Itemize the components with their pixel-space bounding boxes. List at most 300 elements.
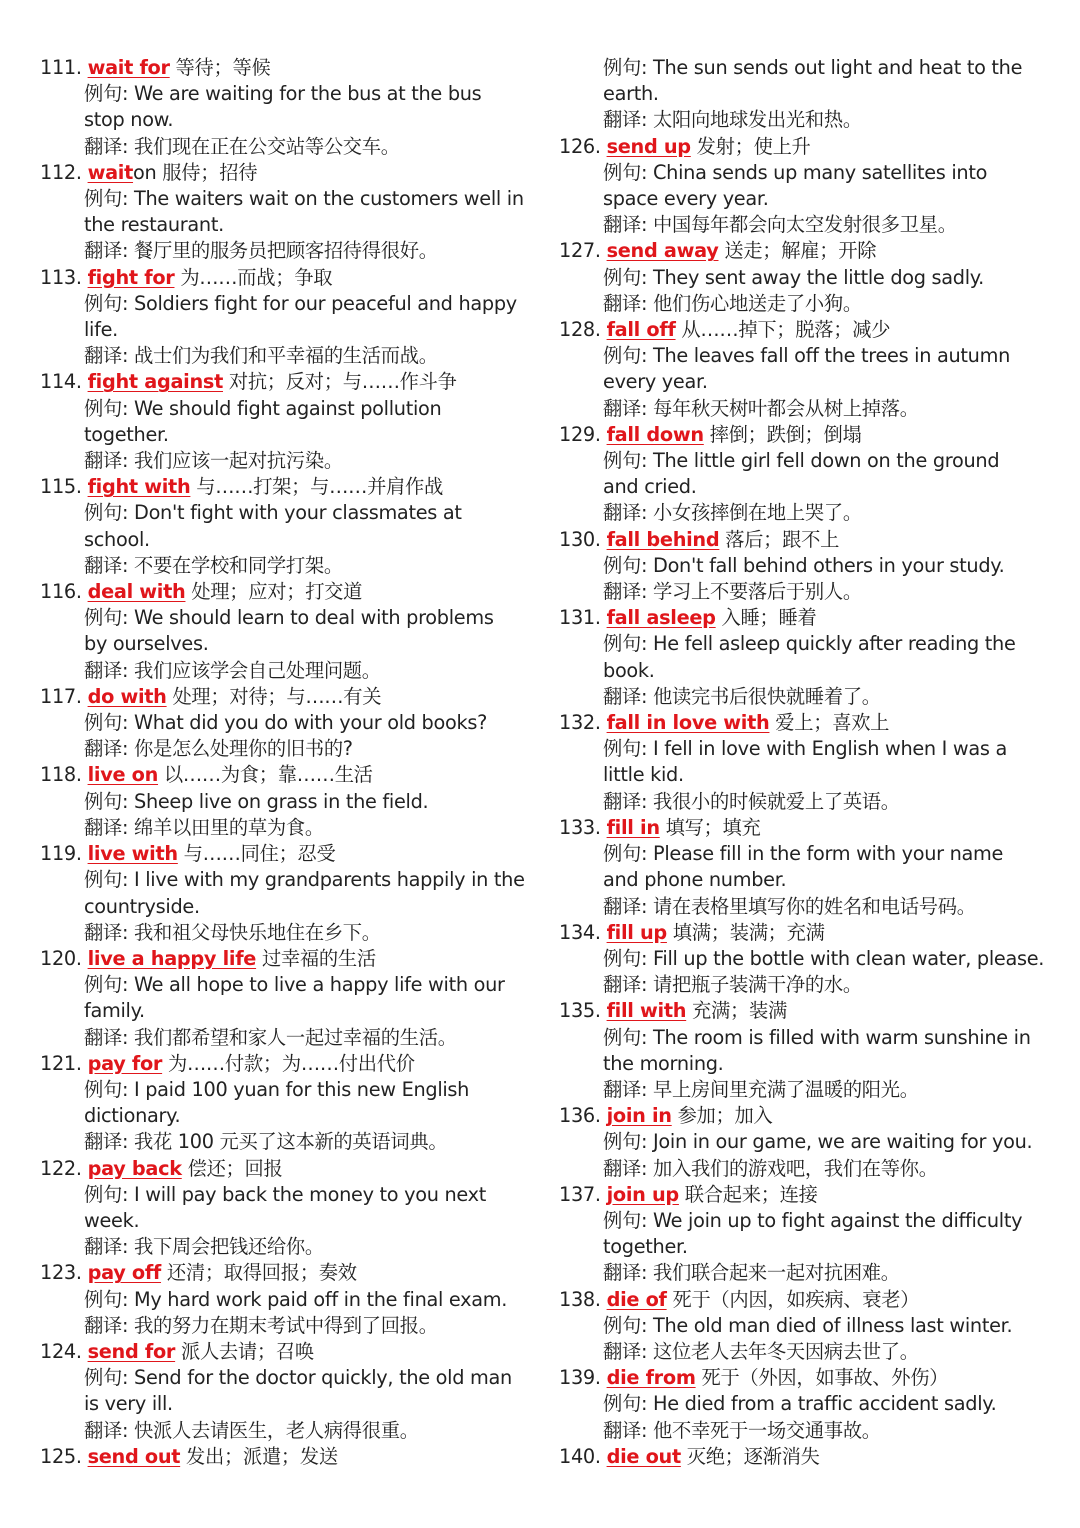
translation-label: 翻译: [603, 580, 648, 604]
phrase-meaning: 摔倒；跌倒；倒塌 [709, 422, 862, 446]
entry-number: 140. [559, 1444, 601, 1468]
translation-line [559, 972, 1064, 998]
phrase-text: fill with [606, 999, 687, 1023]
phrase-entry [559, 920, 1064, 999]
phrase-text: fight for [87, 265, 175, 289]
translation-line [40, 1313, 540, 1339]
phrase-text: deal with [87, 580, 186, 604]
phrase-text: die from [606, 1366, 696, 1390]
example-line [40, 291, 540, 317]
example-text: the morning. [603, 1051, 724, 1075]
entry-header [40, 1051, 540, 1077]
translation-line [40, 134, 540, 160]
example-label: 例句: [603, 1392, 648, 1416]
example-line [40, 500, 540, 526]
example-line [559, 658, 1064, 684]
phrase-meaning: 发射；使上升 [696, 134, 811, 158]
phrase-entry [40, 579, 540, 684]
translation-line [559, 579, 1064, 605]
example-label: 例句: [603, 1208, 648, 1232]
phrase-text: send away [606, 239, 719, 263]
phrase-entry [40, 369, 540, 474]
entry-header [559, 815, 1064, 841]
translation-text: 我们应该一起对抗污染。 [134, 449, 343, 473]
entry-number: 114. [40, 370, 82, 394]
phrase-meaning: 对抗；反对；与……作斗争 [228, 370, 457, 394]
phrase-text: die of [606, 1287, 667, 1311]
entry-number: 116. [40, 580, 82, 604]
example-line [40, 1077, 540, 1103]
phrase-meaning: 为……付款；为……付出代价 [167, 1051, 415, 1075]
example-label: 例句: [84, 291, 129, 315]
entry-header [559, 134, 1064, 160]
example-text: and cried. [603, 475, 697, 499]
example-line [40, 1103, 540, 1129]
phrase-meaning: 偿还；回报 [187, 1156, 283, 1180]
translation-text: 餐厅里的服务员把顾客招待得很好。 [134, 239, 438, 263]
entry-number: 124. [40, 1339, 82, 1363]
example-text: The leaves fall off the trees in autumn [653, 344, 1010, 368]
translation-label: 翻译: [84, 1025, 129, 1049]
example-text: by ourselves. [84, 632, 209, 656]
translation-label: 翻译: [603, 213, 648, 237]
example-label: 例句: [603, 449, 648, 473]
example-line [559, 736, 1064, 762]
translation-line [40, 1234, 540, 1260]
phrase-text: die out [606, 1444, 681, 1468]
translation-line [559, 1077, 1064, 1103]
example-line [559, 946, 1064, 972]
entry-header [40, 762, 540, 788]
example-label: 例句: [84, 501, 129, 525]
translation-label: 翻译: [84, 344, 129, 368]
example-text: the restaurant. [84, 213, 224, 237]
entry-header [40, 160, 540, 186]
example-text: I will pay back the money to you next [134, 1182, 486, 1206]
translation-text: 我和祖父母快乐地住在乡下。 [134, 920, 381, 944]
entry-header [559, 1103, 1064, 1129]
example-line [559, 1208, 1064, 1234]
entry-number: 131. [559, 606, 601, 630]
example-text: Please fill in the form with your name [653, 842, 1004, 866]
translation-text: 绵羊以田里的草为食。 [134, 815, 324, 839]
example-line [559, 1129, 1064, 1155]
entry-number: 128. [559, 318, 601, 342]
translation-line [40, 1025, 540, 1051]
phrase-entry [559, 55, 1064, 134]
phrase-text: pay for [87, 1051, 163, 1075]
translation-text: 我花 100 元买了这本新的英语词典。 [134, 1130, 448, 1154]
phrase-entry [40, 474, 540, 579]
phrase-meaning: 与……打架；与……并肩作战 [196, 475, 444, 499]
example-text: He fell asleep quickly after reading the [653, 632, 1016, 656]
entry-header [40, 946, 540, 972]
entry-number: 139. [559, 1366, 601, 1390]
translation-text: 加入我们的游戏吧，我们在等你。 [653, 1156, 938, 1180]
example-label: 例句: [84, 711, 129, 735]
translation-label: 翻译: [84, 815, 129, 839]
translation-label: 翻译: [84, 134, 129, 158]
phrase-meaning: 填写；填充 [665, 815, 761, 839]
phrase-entry [559, 1103, 1064, 1182]
translation-text: 我们现在正在公交站等公交车。 [134, 134, 400, 158]
translation-text: 战士们为我们和平幸福的生活而战。 [134, 344, 438, 368]
example-line [559, 265, 1064, 291]
entry-header [559, 1365, 1064, 1391]
phrase-entry [559, 815, 1064, 920]
example-text: We should learn to deal with problems [134, 606, 494, 630]
phrase-meaning: 联合起来；连接 [684, 1182, 818, 1206]
phrase-entry [40, 1339, 540, 1444]
example-text: I fell in love with English when I was a [653, 737, 1007, 761]
translation-line [40, 920, 540, 946]
example-line [559, 343, 1064, 369]
example-label: 例句: [84, 1077, 129, 1101]
example-text: week. [84, 1208, 140, 1232]
phrase-text: pay back [87, 1156, 182, 1180]
example-label: 例句: [603, 553, 648, 577]
translation-label: 翻译: [603, 1156, 648, 1180]
example-text: I paid 100 yuan for this new English [134, 1077, 470, 1101]
example-text: is very ill. [84, 1392, 173, 1416]
entry-number: 117. [40, 684, 82, 708]
phrase-entry [40, 265, 540, 370]
example-line [559, 1025, 1064, 1051]
example-line [559, 55, 1064, 81]
phrase-text: live on [87, 763, 159, 787]
phrase-meaning: 参加；加入 [677, 1104, 773, 1128]
translation-label: 翻译: [603, 1261, 648, 1285]
translation-label: 翻译: [84, 1235, 129, 1259]
translation-label: 翻译: [84, 449, 129, 473]
example-text: We all hope to live a happy life with our [134, 973, 505, 997]
phrase-entry [559, 605, 1064, 710]
example-text: together. [603, 1235, 688, 1259]
translation-text: 他不幸死于一场交通事故。 [653, 1418, 881, 1442]
example-text: earth. [603, 82, 659, 106]
example-label: 例句: [84, 868, 129, 892]
entry-number: 113. [40, 265, 82, 289]
example-line [40, 1391, 540, 1417]
phrase-entry [40, 160, 540, 265]
example-text: Fill up the bottle with clean water, please. [653, 946, 1045, 970]
example-text: Don't fall behind others in your study. [653, 553, 1005, 577]
translation-text: 他读完书后很快就睡着了。 [653, 684, 881, 708]
translation-line [40, 553, 540, 579]
translation-line [559, 1260, 1064, 1286]
example-text: We are waiting for the bus at the bus [134, 82, 482, 106]
phrase-entry [40, 762, 540, 841]
example-label: 例句: [84, 606, 129, 630]
example-label: 例句: [603, 1025, 648, 1049]
example-line [559, 841, 1064, 867]
phrase-text: send up [606, 134, 691, 158]
entry-header [559, 1182, 1064, 1208]
phrase-meaning: 为……而战；争取 [180, 265, 333, 289]
left-column [40, 55, 540, 1470]
translation-label: 翻译: [603, 108, 648, 132]
entry-header [40, 841, 540, 867]
example-line [559, 631, 1064, 657]
phrase-text: fall off [606, 318, 676, 342]
entry-number: 112. [40, 160, 82, 184]
example-text: The old man died of illness last winter. [653, 1313, 1013, 1337]
example-text: Join in our game, we are waiting for you. [653, 1130, 1033, 1154]
translation-label: 翻译: [603, 684, 648, 708]
translation-line [40, 815, 540, 841]
entry-header [40, 55, 540, 81]
entry-header [559, 920, 1064, 946]
example-line [40, 867, 540, 893]
entry-number: 129. [559, 422, 601, 446]
entry-header [559, 238, 1064, 264]
example-text: Soldiers fight for our peaceful and happy [134, 291, 517, 315]
example-label: 例句: [603, 737, 648, 761]
example-line [40, 186, 540, 212]
phrase-text: fall down [606, 422, 704, 446]
example-line [40, 422, 540, 448]
phrase-entry [40, 841, 540, 946]
translation-label: 翻译: [603, 501, 648, 525]
entry-number: 135. [559, 999, 601, 1023]
entry-header [40, 684, 540, 710]
example-line [559, 81, 1064, 107]
translation-line [40, 1418, 540, 1444]
example-text: little kid. [603, 763, 684, 787]
entry-number: 126. [559, 134, 601, 158]
phrase-text: send out [87, 1444, 181, 1468]
entry-number: 122. [40, 1156, 82, 1180]
example-label: 例句: [603, 344, 648, 368]
phrase-meaning: 派人去请；召唤 [180, 1339, 314, 1363]
entry-number: 123. [40, 1261, 82, 1285]
example-line [559, 474, 1064, 500]
example-text: China sends up many satellites into [653, 160, 988, 184]
example-text: Sheep live on grass in the field. [134, 789, 429, 813]
example-line [559, 369, 1064, 395]
example-label: 例句: [603, 946, 648, 970]
phrase-entry [40, 1260, 540, 1339]
example-text: We should fight against pollution [134, 396, 442, 420]
translation-text: 不要在学校和同学打架。 [134, 553, 343, 577]
example-text: The room is filled with warm sunshine in [653, 1025, 1031, 1049]
translation-line [40, 736, 540, 762]
translation-line [559, 500, 1064, 526]
example-text: Send for the doctor quickly, the old man [134, 1366, 512, 1390]
translation-label: 翻译: [603, 1339, 648, 1363]
phrase-entry [559, 317, 1064, 422]
phrase-entry [559, 1287, 1064, 1366]
translation-text: 小女孩摔倒在地上哭了。 [653, 501, 862, 525]
phrase-meaning: 入睡；睡着 [721, 606, 817, 630]
translation-line [559, 789, 1064, 815]
phrase-meaning: 从……掉下；脱落；减少 [681, 318, 891, 342]
translation-text: 早上房间里充满了温暖的阳光。 [653, 1077, 919, 1101]
translation-line [559, 684, 1064, 710]
translation-line [559, 1156, 1064, 1182]
example-line [559, 1234, 1064, 1260]
example-line [559, 160, 1064, 186]
example-line [40, 107, 540, 133]
phrase-meaning: 爱上；喜欢上 [775, 711, 890, 735]
translation-text: 我很小的时候就爱上了英语。 [653, 789, 900, 813]
example-text: school. [84, 527, 150, 551]
entry-header [559, 422, 1064, 448]
example-text: stop now. [84, 108, 174, 132]
entry-header [559, 605, 1064, 631]
example-line [40, 972, 540, 998]
example-label: 例句: [603, 160, 648, 184]
example-text: every year. [603, 370, 708, 394]
right-column [559, 55, 1064, 1470]
phrase-entry [40, 946, 540, 1051]
example-text: He died from a traffic accident sadly. [653, 1392, 997, 1416]
entry-number: 119. [40, 842, 82, 866]
translation-line [40, 448, 540, 474]
phrase-text: join in [606, 1104, 672, 1128]
translation-line [40, 658, 540, 684]
phrase-meaning: 灭绝；逐渐消失 [686, 1444, 820, 1468]
phrase-meaning: 服侍；招待 [162, 160, 258, 184]
example-label: 例句: [84, 396, 129, 420]
translation-text: 他们伤心地送走了小狗。 [653, 291, 862, 315]
entry-number: 130. [559, 527, 601, 551]
example-text: family. [84, 999, 145, 1023]
translation-label: 翻译: [603, 789, 648, 813]
phrase-entry [40, 684, 540, 763]
example-line [559, 1391, 1064, 1417]
translation-text: 我们都希望和家人一起过幸福的生活。 [134, 1025, 457, 1049]
entry-number: 111. [40, 56, 82, 79]
example-line [40, 1287, 540, 1313]
translation-line [559, 1418, 1064, 1444]
example-text: together. [84, 422, 169, 446]
entry-number: 127. [559, 239, 601, 263]
phrase-entry [40, 55, 540, 160]
translation-line [40, 238, 540, 264]
phrase-entry [40, 1051, 540, 1156]
translation-label: 翻译: [603, 1418, 648, 1442]
phrase-text: live a happy life [87, 946, 257, 970]
entry-number: 136. [559, 1104, 601, 1128]
example-text: book. [603, 658, 655, 682]
example-line [559, 186, 1064, 212]
example-text: The little girl fell down on the ground [653, 449, 1000, 473]
example-line [40, 789, 540, 815]
example-line [40, 81, 540, 107]
example-line [559, 448, 1064, 474]
example-label: 例句: [603, 56, 648, 79]
example-text: The waiters wait on the customers well in [134, 187, 524, 211]
translation-text: 你是怎么处理你的旧书的? [134, 737, 353, 761]
entry-header [559, 1444, 1064, 1470]
phrase-meaning: 过幸福的生活 [261, 946, 376, 970]
translation-line [40, 343, 540, 369]
phrase-text: live with [87, 842, 178, 866]
entry-header [40, 579, 540, 605]
translation-line [559, 291, 1064, 317]
entry-number: 134. [559, 920, 601, 944]
phrase-entry [559, 710, 1064, 815]
phrase-meaning: 死于（内因，如疾病、衰老） [672, 1287, 920, 1311]
phrase-meaning: 发出；派遣；发送 [186, 1444, 338, 1468]
phrase-entry [559, 1444, 1064, 1470]
entry-number: 121. [40, 1051, 82, 1075]
entry-header [40, 1260, 540, 1286]
example-line [40, 396, 540, 422]
example-text: My hard work paid off in the final exam. [134, 1287, 508, 1311]
translation-text: 太阳向地球发出光和热。 [653, 108, 862, 132]
phrase-meaning: 送走；解雇；开除 [724, 239, 877, 263]
example-line [559, 553, 1064, 579]
entry-header [559, 317, 1064, 343]
translation-text: 快派人去请医生，老人病得很重。 [134, 1418, 419, 1442]
translation-line [559, 1339, 1064, 1365]
entry-header [40, 369, 540, 395]
entry-header [40, 1156, 540, 1182]
entry-number: 118. [40, 763, 82, 787]
entry-header [40, 474, 540, 500]
phrase-text: fight with [87, 475, 191, 499]
translation-text: 我们联合起来一起对抗困难。 [653, 1261, 900, 1285]
phrase-entry [40, 1156, 540, 1261]
translation-text: 我下周会把钱还给你。 [134, 1235, 324, 1259]
phrase-entry [559, 1365, 1064, 1444]
example-label: 例句: [84, 1182, 129, 1206]
phrase-entry [559, 998, 1064, 1103]
example-line [559, 1051, 1064, 1077]
entry-number: 138. [559, 1287, 601, 1311]
phrase-entry [559, 527, 1064, 606]
example-line [40, 605, 540, 631]
translation-text: 我的努力在期末考试中得到了回报。 [134, 1313, 438, 1337]
entry-number: 137. [559, 1182, 601, 1206]
translation-label: 翻译: [603, 973, 648, 997]
example-label: 例句: [84, 187, 129, 211]
translation-label: 翻译: [84, 920, 129, 944]
translation-text: 中国每年都会向太空发射很多卫星。 [653, 213, 957, 237]
phrase-entry [559, 1182, 1064, 1287]
phrase-entry [559, 134, 1064, 239]
example-label: 例句: [84, 82, 129, 106]
example-line [40, 1208, 540, 1234]
phrase-entry [559, 238, 1064, 317]
entry-header [559, 1287, 1064, 1313]
translation-text: 请在表格里填写你的姓名和电话号码。 [653, 894, 976, 918]
translation-label: 翻译: [84, 658, 129, 682]
translation-label: 翻译: [603, 396, 648, 420]
phrase-meaning: 以……为食；靠……生活 [163, 763, 373, 787]
translation-label: 翻译: [84, 737, 129, 761]
example-line [40, 527, 540, 553]
phrase-text: fall asleep [606, 606, 716, 630]
phrase-text: send for [87, 1339, 176, 1363]
example-line [40, 212, 540, 238]
phrase-entry [559, 422, 1064, 527]
translation-label: 翻译: [84, 1313, 129, 1337]
phrase-text: fill in [606, 815, 660, 839]
translation-line [40, 1129, 540, 1155]
phrase-meaning: 处理；对待；与……有关 [172, 684, 382, 708]
phrase-text: pay off [87, 1261, 162, 1285]
example-line [40, 1182, 540, 1208]
phrase-meaning: 填满；装满；充满 [672, 920, 825, 944]
example-label: 例句: [603, 1130, 648, 1154]
translation-line [559, 894, 1064, 920]
phrase-meaning: 落后；跟不上 [725, 527, 840, 551]
translation-label: 翻译: [84, 1130, 129, 1154]
entry-header [40, 265, 540, 291]
